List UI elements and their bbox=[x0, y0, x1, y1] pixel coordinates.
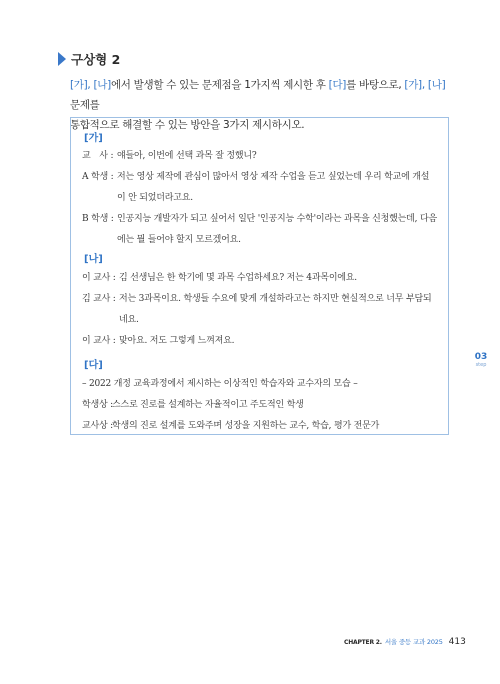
dialogue-line bbox=[82, 418, 379, 431]
prompt-text: 에서 발생할 수 있는 문제점을 1가지씩 제시한 후 bbox=[110, 79, 329, 91]
triangle-marker-icon bbox=[58, 52, 66, 66]
dialogue-line bbox=[82, 190, 193, 203]
dialogue-text: 김 선생님은 한 학기에 몇 과목 수업하세요? 저는 4과목이에요. bbox=[119, 273, 357, 283]
dialogue-line bbox=[82, 312, 139, 325]
dialogue-text: 학생의 진로 설계를 도와주며 성장을 지원하는 교수, 학습, 평가 전문가 bbox=[112, 421, 380, 431]
dialogue-text: 이 안 되었더라고요. bbox=[117, 193, 193, 203]
dialogue-line bbox=[82, 211, 437, 224]
side-tab-number: 03 bbox=[474, 352, 488, 362]
prompt-text: 를 바탕으로, bbox=[346, 79, 405, 91]
question-label: 구상형 2 bbox=[71, 52, 121, 67]
dialogue-text: 맞아요. 저도 그렇게 느껴져요. bbox=[119, 336, 235, 346]
prompt-highlight: [가], [나] bbox=[404, 79, 446, 91]
speaker-label: 학생상 : bbox=[82, 400, 113, 410]
speaker-label: 김 교사 : bbox=[82, 294, 116, 304]
speaker-label: 이 교사 : bbox=[82, 336, 116, 346]
dialogue-line bbox=[82, 148, 257, 161]
dialogue-line bbox=[82, 169, 429, 182]
section-label-da: [다] bbox=[84, 360, 103, 371]
dialogue-line bbox=[82, 333, 234, 346]
speaker-label: 교 사 : bbox=[82, 151, 114, 161]
prompt-line-1 bbox=[70, 75, 455, 115]
speaker-label: 교사상 : bbox=[82, 421, 113, 431]
dialogue-line bbox=[82, 270, 357, 283]
dialogue-text: 저는 3과목이요. 학생들 수요에 맞게 개설하라고는 하지만 현실적으로 너무 부담되 bbox=[119, 294, 432, 304]
page-footer bbox=[344, 637, 466, 647]
prompt-line-2: 통합적으로 해결할 수 있는 방안을 3가지 제시하시오. bbox=[70, 119, 305, 131]
prompt-highlight: [다] bbox=[328, 79, 347, 91]
side-tab-sub: step bbox=[475, 362, 487, 368]
speaker-label: 이 교사 : bbox=[82, 273, 116, 283]
dialogue-text: 얘들아, 이번에 선택 과목 잘 정했니? bbox=[117, 151, 257, 161]
chapter-side-tab bbox=[472, 352, 490, 368]
section-label-ga: [가] bbox=[84, 133, 103, 144]
dialogue-text: 스스로 진로를 설계하는 자율적이고 주도적인 학생 bbox=[112, 400, 304, 410]
dialogue-text: 인공지능 개발자가 되고 싶어서 일단 '인공지능 수학'이라는 과목을 신청했는데, 다음 bbox=[117, 214, 437, 224]
prompt-highlight: [가], [나] bbox=[70, 79, 111, 91]
dialogue-line bbox=[82, 232, 241, 245]
dialogue-text: – 2022 개정 교육과정에서 제시하는 이상적인 학습자와 교수자의 모습 – bbox=[82, 379, 358, 389]
footer-title: 서울 중등 교과 2025 bbox=[384, 638, 443, 646]
dialogue-line bbox=[82, 397, 304, 410]
speaker-label: B 학생 : bbox=[82, 214, 114, 224]
speaker-label: A 학생 : bbox=[82, 172, 114, 182]
footer-chapter: CHAPTER 2. bbox=[344, 639, 382, 646]
section-label-na: [나] bbox=[84, 254, 103, 265]
dialogue-line bbox=[82, 376, 358, 389]
dialogue-text: 저는 영상 제작에 관심이 많아서 영상 제작 수업을 듣고 싶었는데 우리 학교에 개설 bbox=[117, 172, 430, 182]
prompt-text: 문제를 bbox=[70, 99, 100, 111]
dialogue-text: 네요. bbox=[119, 315, 139, 325]
page-number: 413 bbox=[448, 637, 466, 647]
dialogue-text: 에는 뭘 들어야 할지 모르겠어요. bbox=[117, 235, 241, 245]
dialogue-line bbox=[82, 291, 431, 304]
question-heading bbox=[58, 50, 120, 68]
